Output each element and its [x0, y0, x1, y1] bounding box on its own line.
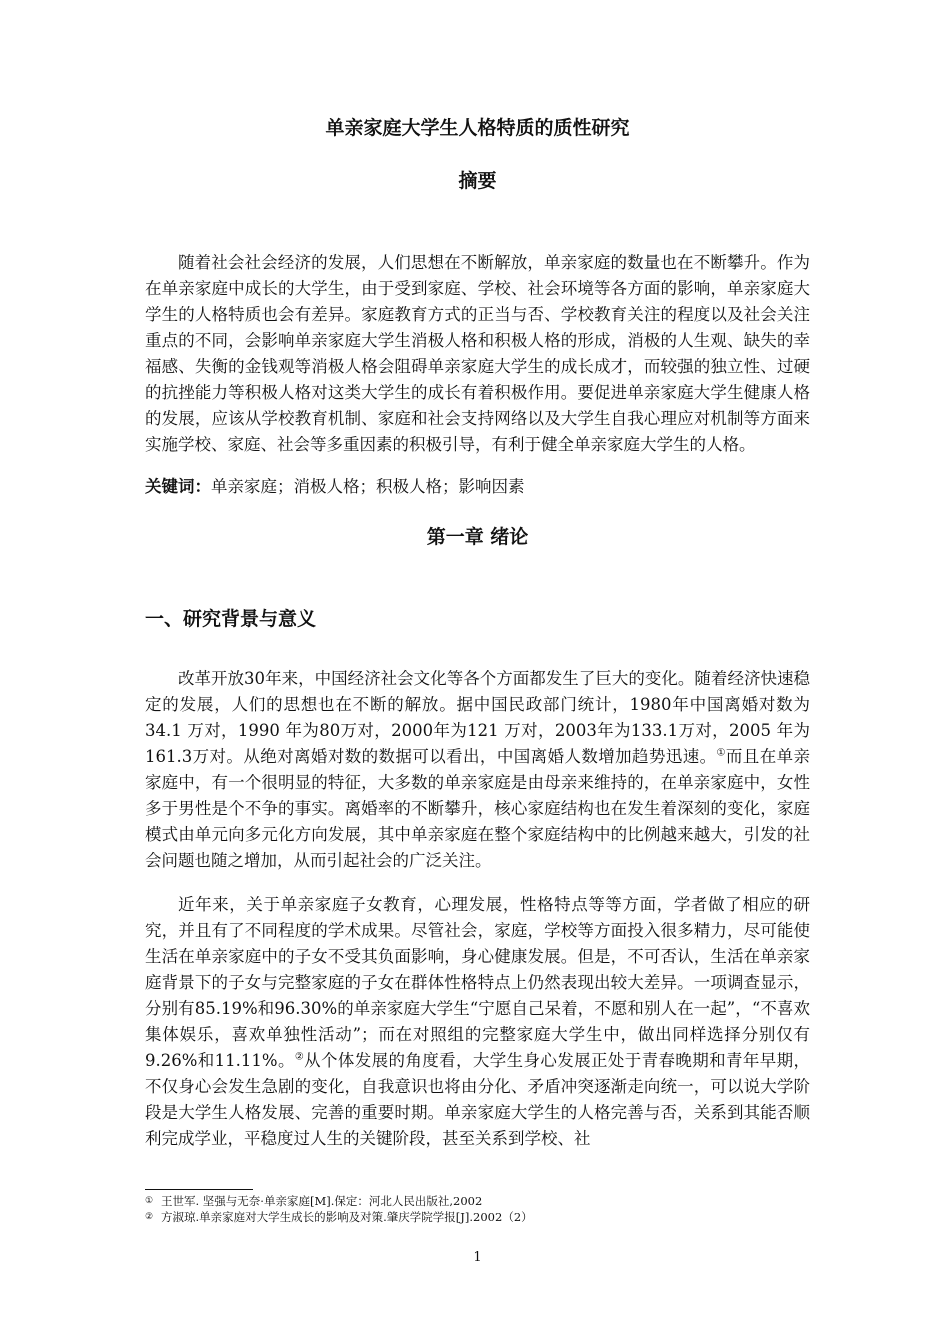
section-heading: 一、研究背景与意义	[145, 608, 317, 630]
keywords-label: 关键词：	[145, 477, 211, 496]
footnotes	[145, 1193, 810, 1225]
keywords-line	[145, 474, 810, 500]
paragraph-2-text-a: 近年来，关于单亲家庭子女教育，心理发展，性格特点等等方面，学者做了相应的研究，并且有了不同程度的学术成果。尽管社会，家庭，学校等方面投入很多精力，尽可能使生活在单亲家庭中的子女不受其负面影响，身心健康发展。但是，不可否认，生活在单亲家庭背景下的子女与完整家庭的子女在群体性格特点上仍然表现出较大差异。一项调查显示，分别有85.19%和96.30%的单亲家庭大学生“宁愿自己呆着，不愿和别人在一起”，“不喜欢集体娱乐，喜欢单独性活动”；而在对照组的完整家庭大学生中，做出同样选择分别仅有9.26%和11.11%。	[145, 895, 810, 1070]
footnote-2-text: 方淑琼.单亲家庭对大学生成长的影响及对策.肇庆学院学报[J].2002（2）	[161, 1210, 533, 1224]
footnote-ref-1[interactable]: ①	[716, 747, 726, 759]
page-number: 1	[473, 1250, 482, 1265]
footnote-1-mark: ①	[145, 1196, 154, 1206]
body-paragraph-1	[145, 666, 810, 874]
footnote-2-mark: ②	[145, 1212, 154, 1222]
paragraph-2-text-b: 从个体发展的角度看，大学生身心发展正处于青春晚期和青年早期，不仅身心会发生急剧的变化，自我意识也将由分化、矛盾冲突逐渐走向统一，可以说大学阶段是大学生人格发展、完善的重要时期。单亲家庭大学生的人格完善与否，关系到其能否顺利完成学业，平稳度过人生的关键阶段，甚至关系到学校、社	[145, 1051, 810, 1148]
keywords-text: 单亲家庭；消极人格；积极人格；影响因素	[211, 477, 525, 496]
document-page	[145, 0, 810, 1344]
footnote-1	[145, 1193, 810, 1209]
chapter-heading: 第一章 绪论	[426, 526, 529, 548]
abstract-paragraph: 随着社会社会经济的发展，人们思想在不断解放，单亲家庭的数量也在不断攀升。作为在单亲家庭中成长的大学生，由于受到家庭、学校、社会环境等各方面的影响，单亲家庭大学生的人格特质也会有差异。家庭教育方式的正当与否、学校教育关注的程度以及社会关注重点的不同，会影响单亲家庭大学生消极人格和积极人格的形成，消极的人生观、缺失的幸福感、失衡的金钱观等消极人格会阻碍单亲家庭大学生的成长成才，而较强的独立性、过硬的抗挫能力等积极人格对这类大学生的成长有着积极作用。要促进单亲家庭大学生健康人格的发展，应该从学校教育机制、家庭和社会支持网络以及大学生自我心理应对机制等方面来实施学校、家庭、社会等多重因素的积极引导，有利于健全单亲家庭大学生的人格。	[145, 253, 810, 454]
abstract-heading: 摘要	[458, 170, 497, 192]
paragraph-1-text-b: 而且在单亲家庭中，有一个很明显的特征，大多数的单亲家庭是由母亲来维持的，在单亲家庭中，女性多于男性是个不争的事实。离婚率的不断攀升，核心家庭结构也在发生着深刻的变化，家庭模式由单元向多元化方向发展，其中单亲家庭在整个家庭结构中的比例越来越大，引发的社会问题也随之增加，从而引起社会的广泛关注。	[145, 747, 811, 870]
footnote-1-text: 王世军. 坚强与无奈·单亲家庭[M].保定：河北人民出版社,2002	[161, 1194, 483, 1208]
footnote-2	[145, 1209, 810, 1225]
footnote-ref-2[interactable]: ②	[294, 1051, 305, 1063]
paper-title: 单亲家庭大学生人格特质的质性研究	[325, 117, 630, 139]
footnote-divider	[145, 1189, 253, 1190]
paragraph-1-text-a: 改革开放30年来，中国经济社会文化等各个方面都发生了巨大的变化。随着经济快速稳定的发展，人们的思想也在不断的解放。据中国民政部门统计，1980年中国离婚对数为 34.1 万对，1990 年为80万对，2000年为121 万对，2003年为133.1万对，2005 年为161.3万对。从绝对离婚对数的数据可以看出，中国离婚人数增加趋势迅速。	[145, 669, 810, 766]
body-paragraph-2	[145, 892, 810, 1152]
